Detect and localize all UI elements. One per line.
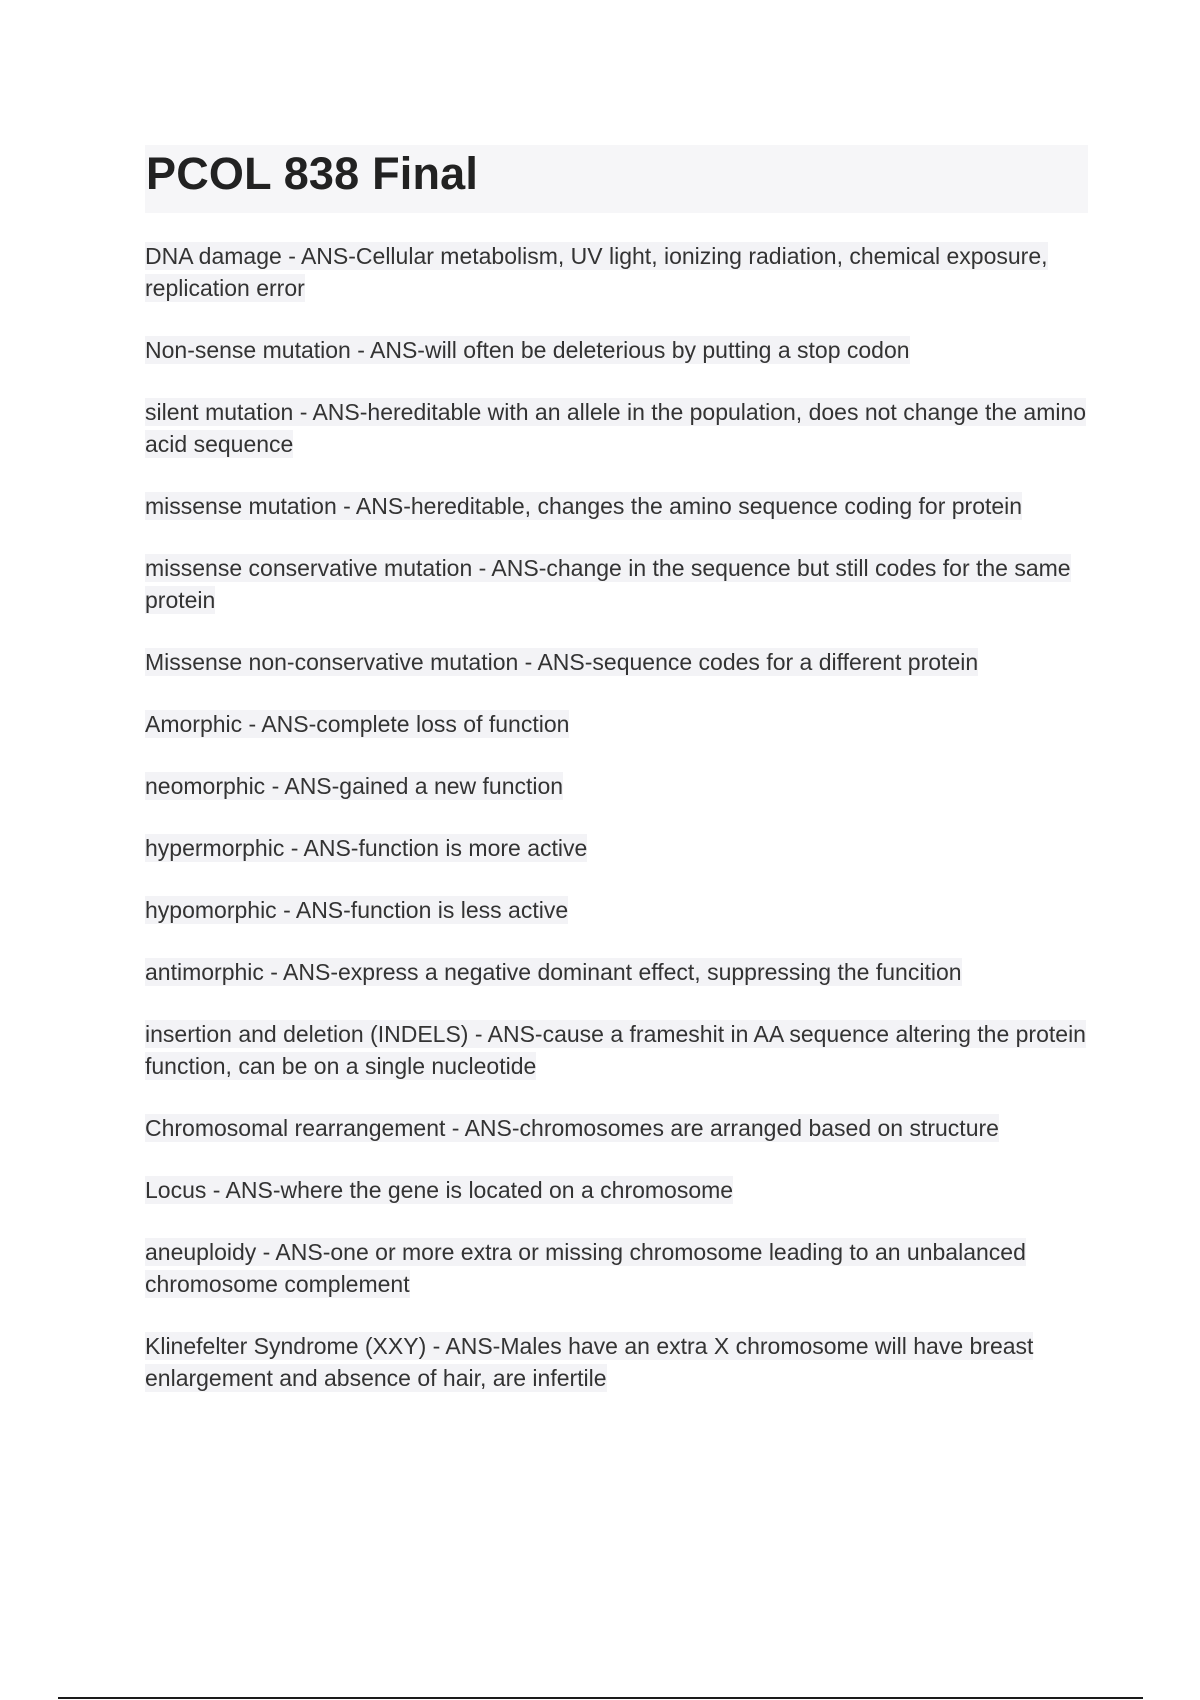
entry-text: hypermorphic - ANS-function is more active — [145, 835, 588, 861]
footer-divider — [58, 1697, 1143, 1699]
entry-text: Non-sense mutation - ANS-will often be deleterious by putting a stop codon — [145, 337, 910, 363]
list-item — [145, 1174, 1095, 1206]
list-item — [145, 334, 1095, 366]
list-item — [145, 1112, 1095, 1144]
list-item — [145, 1018, 1095, 1082]
entry-text: silent mutation - ANS-hereditable with an allele in the population, does not change the amino acid sequence — [145, 399, 1087, 457]
list-item — [145, 240, 1095, 304]
page-title: PCOL 838 Final — [146, 148, 479, 199]
list-item — [145, 396, 1095, 460]
list-item — [145, 894, 1095, 926]
entry-text: neomorphic - ANS-gained a new function — [145, 773, 564, 799]
list-item — [145, 1330, 1095, 1394]
entry-text: missense conservative mutation - ANS-change in the sequence but still codes for the same protein — [145, 555, 1071, 613]
entry-text: Klinefelter Syndrome (XXY) - ANS-Males have an extra X chromosome will have breast enlargement and absence of hair, are infertile — [145, 1333, 1034, 1391]
list-item — [145, 490, 1095, 522]
entry-text: aneuploidy - ANS-one or more extra or missing chromosome leading to an unbalanced chromosome complement — [145, 1239, 1026, 1297]
entry-list — [145, 240, 1095, 1424]
entry-text: DNA damage - ANS-Cellular metabolism, UV light, ionizing radiation, chemical exposure, replication error — [145, 243, 1048, 301]
entry-text: Missense non-conservative mutation - ANS-sequence codes for a different protein — [145, 649, 979, 675]
list-item — [145, 646, 1095, 678]
list-item — [145, 1236, 1095, 1300]
entry-text: Chromosomal rearrangement - ANS-chromosomes are arranged based on structure — [145, 1115, 999, 1141]
entry-text: antimorphic - ANS-express a negative dominant effect, suppressing the funcition — [145, 959, 962, 985]
list-item — [145, 956, 1095, 988]
entry-text: missense mutation - ANS-hereditable, changes the amino sequence coding for protein — [145, 493, 1023, 519]
entry-text: Locus - ANS-where the gene is located on a chromosome — [145, 1177, 734, 1203]
entry-text: hypomorphic - ANS-function is less active — [145, 897, 569, 923]
list-item — [145, 552, 1095, 616]
entry-text: Amorphic - ANS-complete loss of function — [145, 711, 570, 737]
entry-text: insertion and deletion (INDELS) - ANS-cause a frameshit in AA sequence altering the protein function, can be on a single nucleotide — [145, 1021, 1086, 1079]
list-item — [145, 832, 1095, 864]
list-item — [145, 770, 1095, 802]
list-item — [145, 708, 1095, 740]
